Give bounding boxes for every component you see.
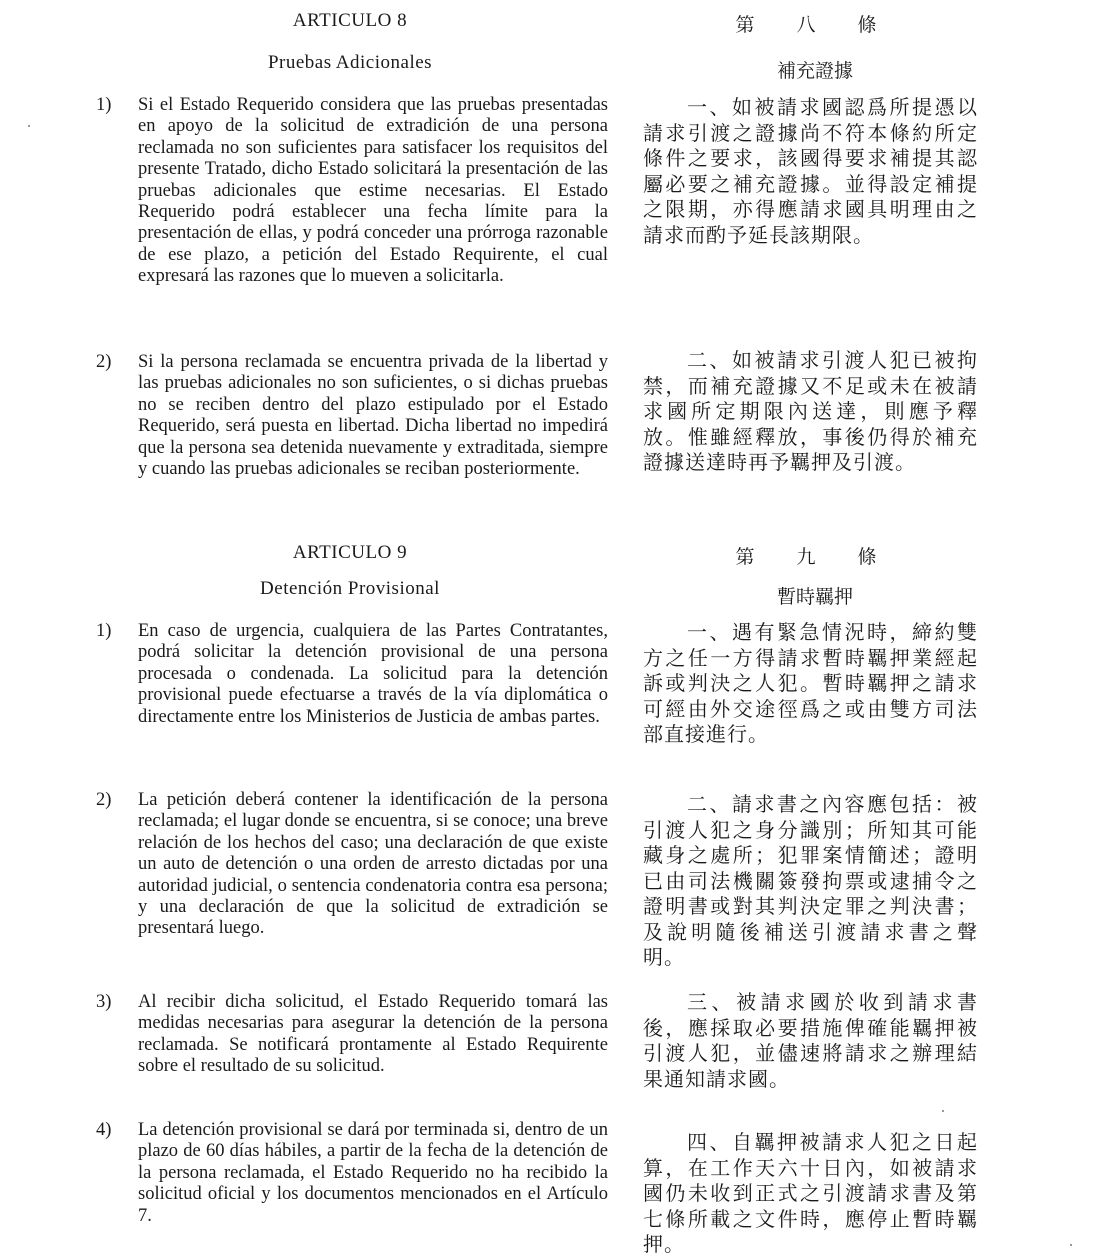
scan-speck (942, 1110, 944, 1112)
paragraph-text: Al recibir dicha solicitud, el Estado Requerido tomará las medidas necesarias para asegurar la detención de la persona reclamada. Se notificará prontamente al Estado Requirente sobre el resultado de su solicitud. (138, 992, 608, 1077)
article-9-title-es: Detención Provisional (260, 578, 440, 599)
article-9-paragraph-3-zh: 三、被請求國於收到請求書後，應採取必要措施俾確能羈押被引渡人犯，並儘速將請求之辦理結果通知請求國。 (643, 990, 978, 1091)
article-9-heading-es: ARTICULO 9 (292, 542, 408, 563)
article-8-heading-es: ARTICULO 8 (292, 10, 408, 31)
paragraph-text: La petición deberá contener la identificación de la persona reclamada; el lugar donde se encuentra, si se conoce; una breve relación de los hechos del caso; una declaración de que existe un auto de detención o una orden de arresto dictadas por una autoridad judicial, o sentencia condenatoria contra esa persona; y una declaración de que la solicitud de extradición se presentará luego. (138, 790, 608, 939)
article-9-paragraph-3-es (96, 992, 608, 1078)
paragraph-number: 3) (96, 992, 112, 1012)
paragraph-number: 1) (96, 621, 112, 641)
article-8-title-es: Pruebas Adicionales (267, 52, 433, 73)
article-9-heading-zh: 第 九 條 (735, 546, 895, 568)
article-9-paragraph-1-es (96, 621, 608, 728)
article-9-paragraph-2-es (96, 790, 608, 940)
scan-speck (28, 125, 30, 127)
article-8-paragraph-1-es (96, 95, 608, 288)
article-9-title-zh: 暫時羈押 (776, 586, 853, 608)
paragraph-number: 4) (96, 1120, 112, 1140)
article-8-heading-zh: 第 八 條 (735, 14, 895, 36)
article-8-paragraph-1-zh: 一、如被請求國認爲所提憑以請求引渡之證據尚不符本條約所定條件之要求，該國得要求補提其認屬必要之補充證據。並得設定補提之限期，亦得應請求國具明理由之請求而酌予延長該期限。 (643, 95, 978, 247)
paragraph-text: En caso de urgencia, cualquiera de las Partes Contratantes, podrá solicitar la detención provisional de una persona procesada o condenada. La solicitud para la detención provisional puede efectuarse a través de la vía diplomática o directamente entre los Ministerios de Justicia de ambas partes. (138, 621, 608, 727)
paragraph-number: 2) (96, 352, 112, 372)
article-9-paragraph-2-zh: 二、請求書之內容應包括：被引渡人犯之身分識別；所知其可能藏身之處所；犯罪案情簡述；證明已由司法機關簽發拘票或逮捕令之證明書或對其判決定罪之判決書；及說明隨後補送引渡請求書之聲明。 (643, 792, 978, 969)
paragraph-number: 2) (96, 790, 112, 810)
paragraph-text: La detención provisional se dará por terminada si, dentro de un plazo de 60 días hábiles, a partir de la fecha de la detención de la persona reclamada, el Estado Requerido no ha recibido la solicitud oficial y los documentos mencionados en el Artículo 7. (138, 1120, 608, 1226)
paragraph-text: Si la persona reclamada se encuentra privada de la libertad y las pruebas adicionales no son suficientes, o si dichas pruebas no se reciben dentro del plazo estipulado por el Estado Requerido, será puesta en libertad. Dicha libertad no impedirá que la persona sea detenida nuevamente y extraditada, siempre y cuando las pruebas adicionales se reciban posteriormente. (138, 352, 608, 480)
article-8-paragraph-2-zh: 二、如被請求引渡人犯已被拘禁，而補充證據又不足或未在被請求國所定期限內送達，則應予釋放。惟雖經釋放，事後仍得於補充證據送達時再予羈押及引渡。 (643, 348, 978, 474)
paragraph-number: 1) (96, 95, 112, 115)
scan-speck (1070, 1244, 1072, 1246)
article-8-title-zh: 補充證據 (776, 60, 853, 82)
article-9-paragraph-4-es (96, 1120, 608, 1227)
article-9-paragraph-4-zh: 四、自羈押被請求人犯之日起算，在工作天六十日內，如被請求國仍未收到正式之引渡請求書及第七條所載之文件時，應停止暫時羈押。 (643, 1130, 978, 1256)
article-9-paragraph-1-zh: 一、遇有緊急情況時，締約雙方之任一方得請求暫時羈押業經起訴或判決之人犯。暫時羈押之請求可經由外交途徑爲之或由雙方司法部直接進行。 (643, 620, 978, 746)
article-8-paragraph-2-es (96, 352, 608, 480)
paragraph-text: Si el Estado Requerido considera que las pruebas presentadas en apoyo de la solicitud de extradición de una persona reclamada no son suficientes para satisfacer los requisitos del presente Tratado, dicho Estado solicitará la presentación de las pruebas adicionales que estime necesarias. El Estado Requerido podrá establecer una fecha límite para la presentación de ellas, y podrá conceder una prórroga razonable de ese plazo, a petición del Estado Requirente, el cual expresará las razones que lo mueven a solicitarla. (138, 95, 608, 287)
